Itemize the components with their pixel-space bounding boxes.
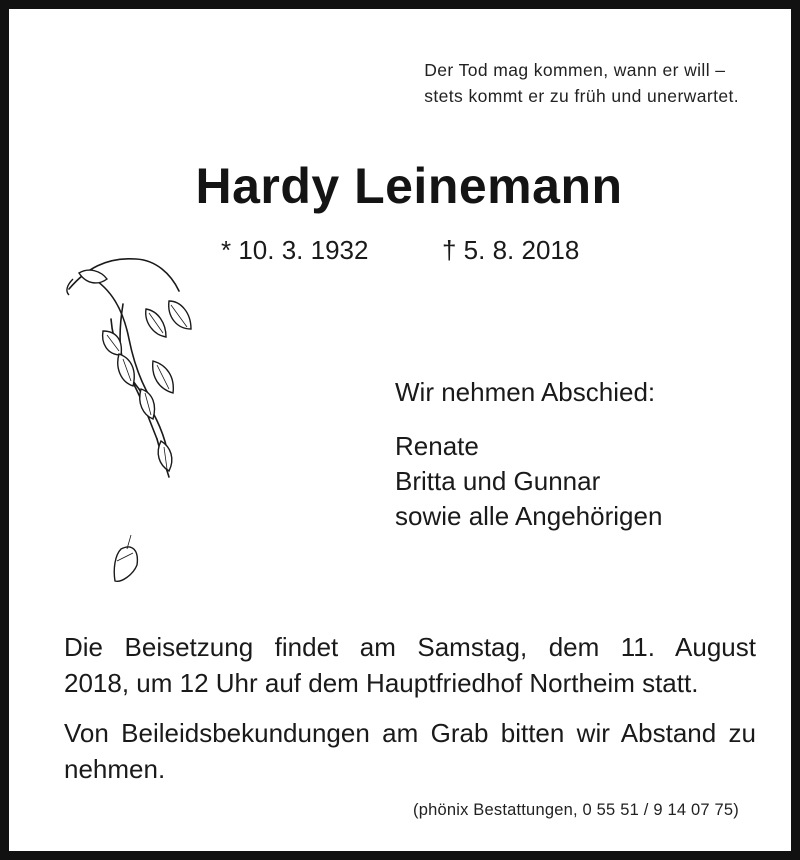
funeral-line-2: 2018, um 12 Uhr auf dem Hauptfriedhof Northeim statt. [64,668,699,698]
mourner-item: Britta und Gunnar [395,466,601,496]
deceased-name: Hardy Leinemann [195,158,623,214]
birch-branch-illustration [61,249,211,599]
funeral-line-1: Die Beisetzung findet am Samstag, dem 11. August [64,632,756,662]
motto-quote [424,57,739,109]
motto-line-2: stets kommt er zu früh und unerwartet. [424,86,739,106]
motto-line-1: Der Tod mag kommen, wann er will – [424,60,726,80]
mourners-list [395,429,662,534]
mourner-item: Renate [395,431,479,461]
mourner-item: sowie alle Angehörigen [395,501,663,531]
birth-date: * 10. 3. 1932 [221,235,369,265]
undertaker-contact: (phönix Bestattungen, 0 55 51 / 9 14 07 75) [413,801,739,819]
funeral-announcement [64,629,756,701]
farewell-heading: Wir nehmen Abschied: [395,377,656,407]
condolence-notice: Von Beileidsbekundungen am Grab bitten wir Abstand zu nehmen. [64,718,756,784]
death-date: † 5. 8. 2018 [442,235,580,265]
